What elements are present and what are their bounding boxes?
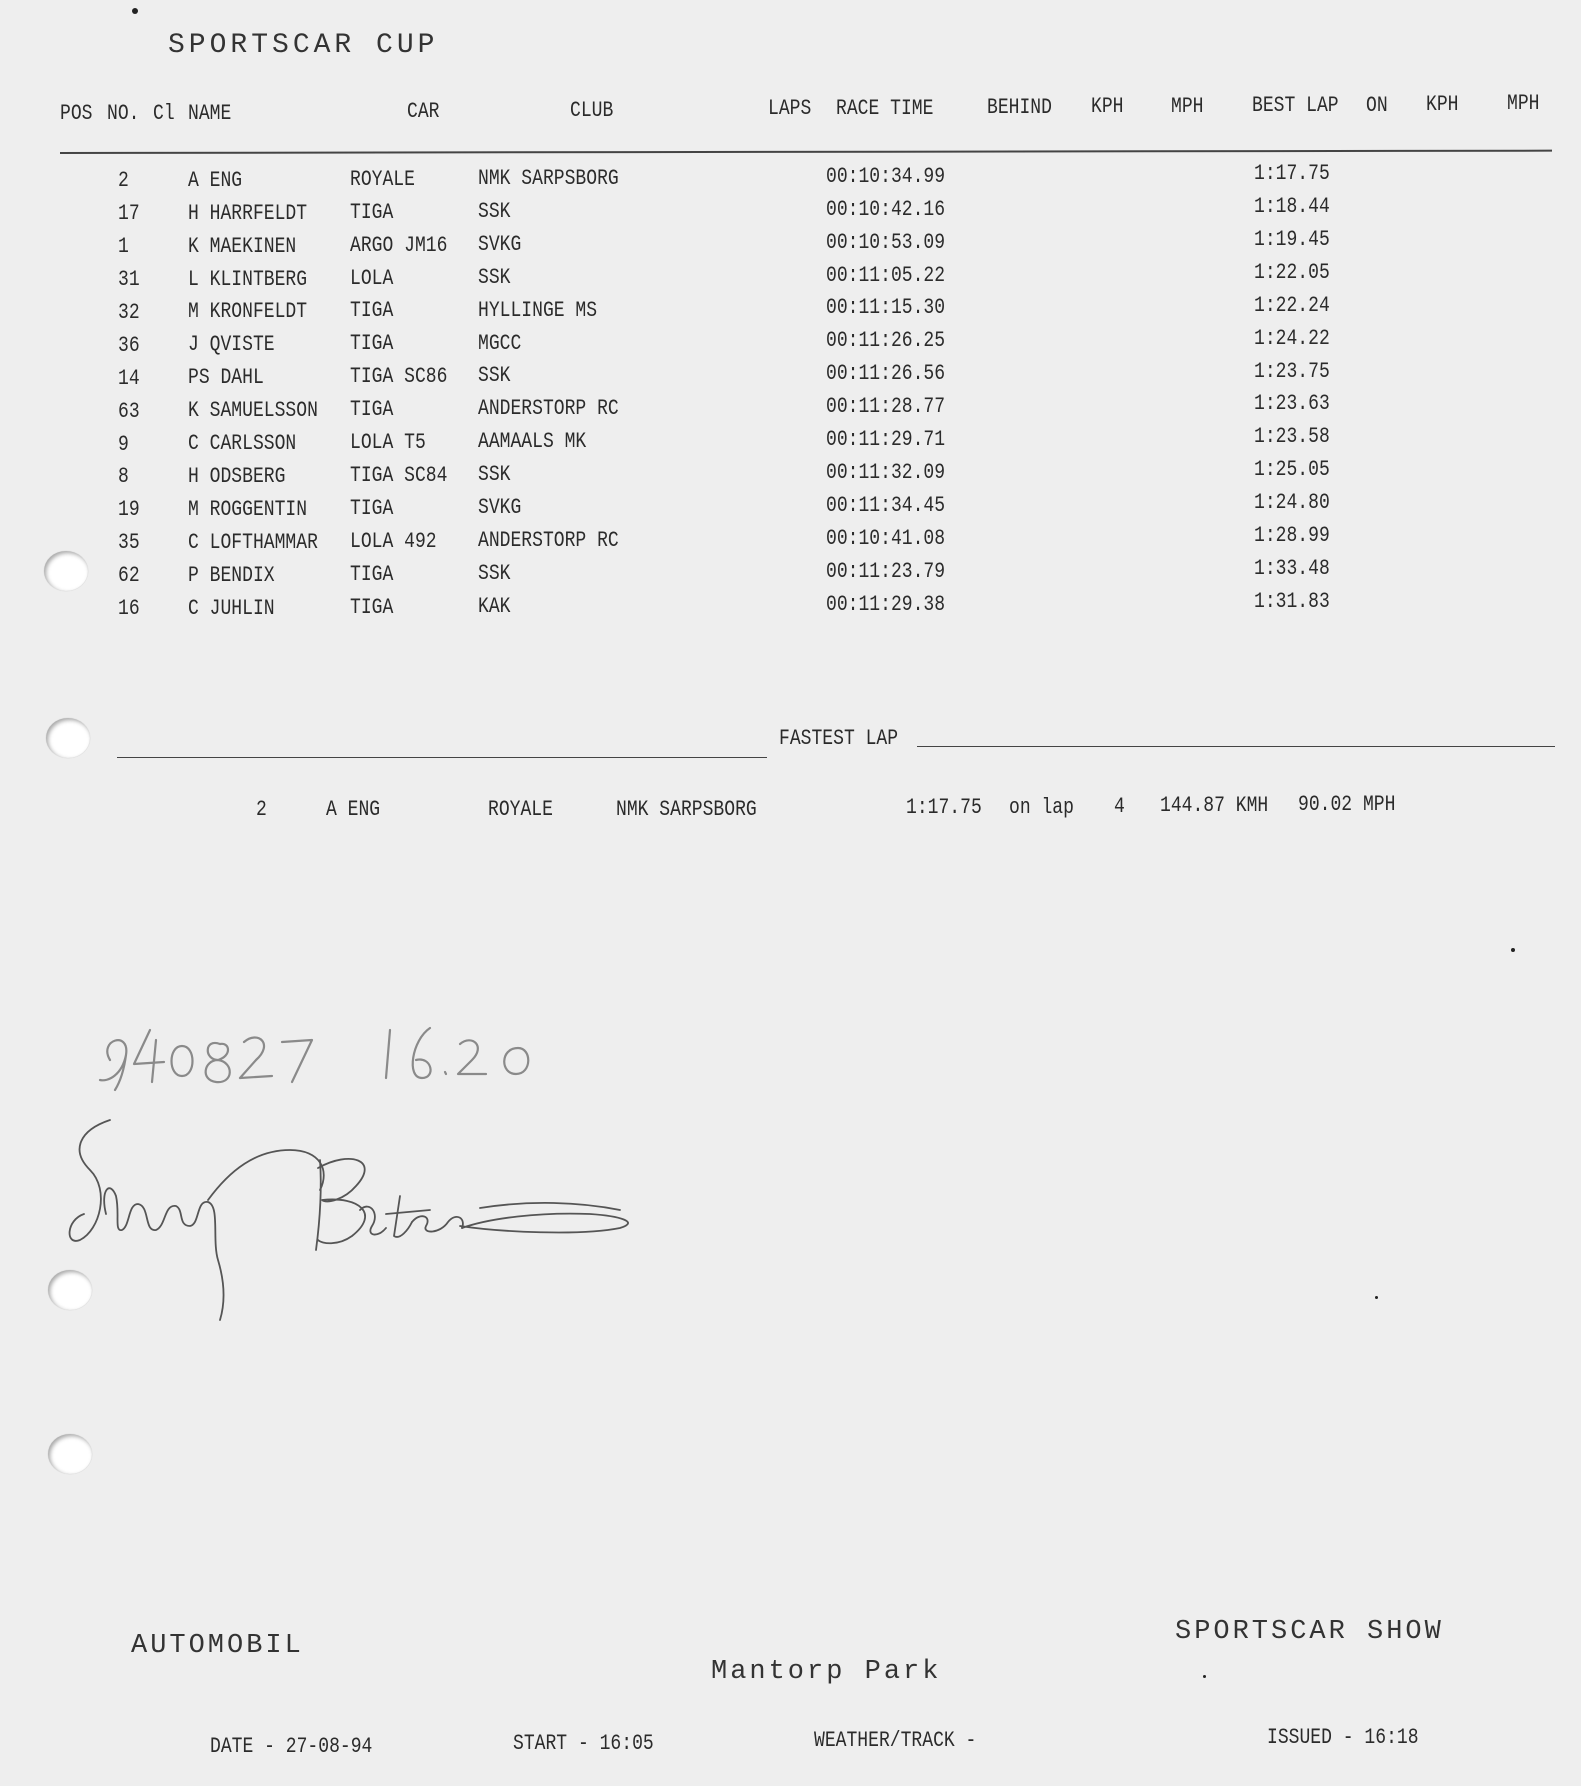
cell-best-lap: 1:19.45 xyxy=(1254,226,1330,252)
cell-no: 62 xyxy=(118,563,140,589)
binder-hole xyxy=(44,551,88,591)
cell-best-lap: 1:33.48 xyxy=(1254,555,1330,581)
binder-hole xyxy=(48,1270,92,1310)
fastest-lap-driver: A ENG xyxy=(326,797,381,822)
fastest-lap-lap: 4 xyxy=(1114,794,1125,819)
cell-name: M ROGGENTIN xyxy=(188,496,308,522)
cell-no: 16 xyxy=(118,596,140,621)
cell-car: LOLA xyxy=(350,265,394,291)
cell-name: C CARLSSON xyxy=(188,431,297,456)
cell-club: SSK xyxy=(478,462,511,488)
cell-car: TIGA xyxy=(350,495,394,521)
cell-best-lap: 1:23.63 xyxy=(1254,391,1330,417)
cell-car: TIGA xyxy=(350,594,394,620)
cell-race-time: 00:11:34.45 xyxy=(826,492,946,518)
col-header-behind: BEHIND xyxy=(987,95,1052,120)
cell-race-time: 00:11:28.77 xyxy=(826,394,946,420)
cell-best-lap: 1:17.75 xyxy=(1254,161,1330,187)
col-header-best-kph: KPH xyxy=(1426,92,1459,117)
cell-race-time: 00:11:29.38 xyxy=(826,591,946,617)
cell-best-lap: 1:23.75 xyxy=(1254,358,1330,384)
footer-date: DATE - 27-08-94 xyxy=(210,1734,373,1759)
col-header-car: CAR xyxy=(407,99,440,124)
ink-speck xyxy=(1203,1675,1206,1678)
header-rule xyxy=(60,150,1552,154)
cell-club: SVKG xyxy=(478,231,522,257)
cell-no: 1 xyxy=(118,234,129,260)
cell-race-time: 00:11:23.79 xyxy=(826,558,946,584)
cell-car: TIGA xyxy=(350,331,394,357)
cell-car: TIGA xyxy=(350,397,394,423)
cell-no: 36 xyxy=(118,332,140,358)
cell-best-lap: 1:24.22 xyxy=(1254,325,1330,351)
cell-club: ANDERSTORP RC xyxy=(478,527,619,553)
cell-best-lap: 1:31.83 xyxy=(1254,588,1330,614)
col-header-club: CLUB xyxy=(570,98,614,123)
ink-speck xyxy=(132,8,138,14)
binder-hole xyxy=(48,1434,92,1474)
handwritten-signature xyxy=(60,1000,700,1340)
cell-car: LOLA 492 xyxy=(350,528,437,554)
cell-no: 32 xyxy=(118,299,140,325)
col-header-laps: LAPS xyxy=(768,96,812,121)
cell-name: C JUHLIN xyxy=(188,595,275,621)
cell-club: SVKG xyxy=(478,495,522,520)
cell-club: MGCC xyxy=(478,330,522,356)
col-header-no: NO. xyxy=(107,101,140,126)
cell-name: J QVISTE xyxy=(188,332,275,358)
cell-best-lap: 1:22.05 xyxy=(1254,259,1330,285)
cell-name: K SAMUELSSON xyxy=(188,398,318,424)
col-header-on: ON xyxy=(1366,93,1388,118)
fastest-lap-car: ROYALE xyxy=(488,797,553,822)
cell-car: TIGA xyxy=(350,298,394,324)
cell-no: 2 xyxy=(118,168,129,194)
cell-race-time: 00:11:15.30 xyxy=(826,295,946,321)
cell-race-time: 00:10:41.08 xyxy=(826,525,946,551)
cell-no: 17 xyxy=(118,201,140,227)
cell-car: TIGA SC86 xyxy=(350,364,448,390)
cell-name: K MAEKINEN xyxy=(188,233,297,259)
cell-name: P BENDIX xyxy=(188,562,275,588)
cell-no: 9 xyxy=(118,431,129,457)
cell-name: PS DAHL xyxy=(188,365,264,391)
cell-car: ROYALE xyxy=(350,166,415,192)
ink-speck xyxy=(1375,1296,1378,1299)
cell-no: 8 xyxy=(118,464,129,490)
fastest-lap-number: 2 xyxy=(256,797,267,822)
cell-car: TIGA xyxy=(350,199,394,225)
fastest-lap-club: NMK SARPSBORG xyxy=(616,797,757,822)
footer-weather-track: WEATHER/TRACK - xyxy=(814,1728,977,1753)
cell-race-time: 00:10:34.99 xyxy=(826,163,946,189)
col-header-mph: MPH xyxy=(1171,94,1204,119)
cell-race-time: 00:11:05.22 xyxy=(826,262,946,288)
cell-club: SSK xyxy=(478,363,511,389)
footer-event: SPORTSCAR SHOW xyxy=(1175,1617,1444,1647)
footer-start: START - 16:05 xyxy=(513,1731,654,1756)
cell-best-lap: 1:18.44 xyxy=(1254,194,1330,219)
cell-race-time: 00:11:26.25 xyxy=(826,328,946,354)
cell-club: SSK xyxy=(478,560,511,586)
fastest-lap-title: FASTEST LAP xyxy=(779,726,899,751)
cell-best-lap: 1:28.99 xyxy=(1254,523,1330,548)
fastest-lap-kph: 144.87 KMH xyxy=(1160,793,1269,818)
cell-race-time: 00:10:42.16 xyxy=(826,196,946,222)
cell-club: SSK xyxy=(478,264,511,290)
footer-venue: Mantorp Park xyxy=(711,1657,942,1687)
col-header-kph: KPH xyxy=(1091,94,1124,119)
cell-car: TIGA SC84 xyxy=(350,462,448,488)
cell-best-lap: 1:24.80 xyxy=(1254,490,1330,516)
cell-name: A ENG xyxy=(188,167,243,193)
cell-name: H HARRFELDT xyxy=(188,200,308,226)
cell-name: C LOFTHAMMAR xyxy=(188,529,318,555)
footer-organizer: AUTOMOBIL xyxy=(131,1631,304,1661)
col-header-best-mph: MPH xyxy=(1507,91,1540,116)
footer-issued: ISSUED - 16:18 xyxy=(1267,1725,1419,1750)
cell-race-time: 00:11:32.09 xyxy=(826,459,946,485)
cell-car: LOLA T5 xyxy=(350,430,426,455)
col-header-cl: Cl xyxy=(153,101,175,126)
cell-car: ARGO JM16 xyxy=(350,232,448,258)
fastest-lap-time: 1:17.75 xyxy=(906,795,982,820)
cell-name: L KLINTBERG xyxy=(188,266,308,292)
cell-no: 19 xyxy=(118,497,140,523)
cell-race-time: 00:11:26.56 xyxy=(826,361,946,387)
col-header-best-lap: BEST LAP xyxy=(1252,93,1339,118)
fastest-lap-rule-right xyxy=(917,746,1555,747)
sheet-title: SPORTSCAR CUP xyxy=(168,30,439,61)
fastest-lap-rule-left xyxy=(117,757,767,758)
cell-no: 63 xyxy=(118,398,140,424)
cell-club: ANDERSTORP RC xyxy=(478,396,619,422)
fastest-lap-on-lap-label: on lap xyxy=(1009,795,1074,820)
cell-best-lap: 1:25.05 xyxy=(1254,457,1330,483)
cell-club: NMK SARPSBORG xyxy=(478,166,619,191)
cell-club: KAK xyxy=(478,593,511,619)
cell-name: M KRONFELDT xyxy=(188,299,308,325)
cell-name: H ODSBERG xyxy=(188,463,286,489)
cell-car: TIGA xyxy=(350,561,394,587)
cell-club: HYLLINGE MS xyxy=(478,297,598,323)
col-header-pos: POS xyxy=(60,101,93,126)
cell-race-time: 00:10:53.09 xyxy=(826,229,946,255)
cell-no: 14 xyxy=(118,365,140,391)
col-header-race-time: RACE TIME xyxy=(836,96,934,121)
binder-hole xyxy=(46,718,90,758)
ink-speck xyxy=(1511,948,1515,952)
col-header-name: NAME xyxy=(188,101,232,126)
fastest-lap-mph: 90.02 MPH xyxy=(1298,792,1396,817)
cell-best-lap: 1:22.24 xyxy=(1254,292,1330,318)
cell-race-time: 00:11:29.71 xyxy=(826,427,946,452)
cell-no: 31 xyxy=(118,267,140,292)
cell-no: 35 xyxy=(118,530,140,556)
cell-club: AAMAALS MK xyxy=(478,429,587,455)
cell-best-lap: 1:23.58 xyxy=(1254,424,1330,450)
cell-club: SSK xyxy=(478,198,511,224)
